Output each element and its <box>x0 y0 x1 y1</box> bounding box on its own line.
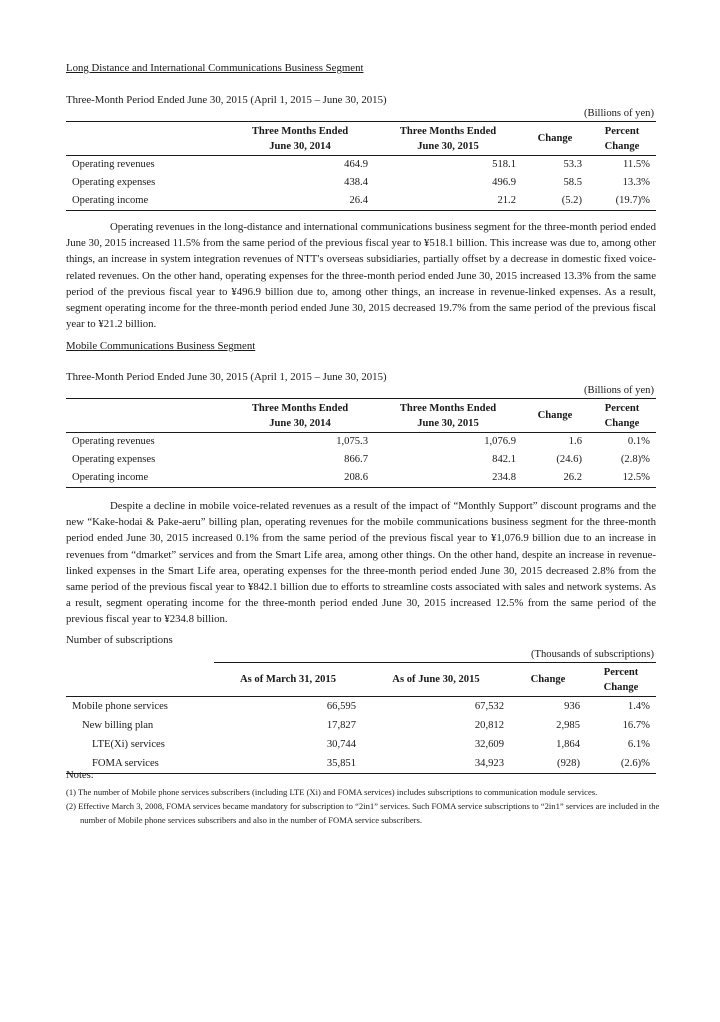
row-label: LTE(Xi) services <box>92 739 165 750</box>
table-row <box>66 469 656 488</box>
value-june: 34,923 <box>474 758 504 769</box>
header-march-2015: As of March 31, 2015 <box>214 663 362 697</box>
value-june: 20,812 <box>474 720 504 731</box>
row-label: FOMA services <box>92 758 159 769</box>
row-label: New billing plan <box>82 720 154 731</box>
value-percent: 1.4% <box>627 701 650 712</box>
table-header-row <box>66 122 656 156</box>
section1-units: (Billions of yen) <box>583 108 654 119</box>
row-label: Operating expenses <box>72 177 156 188</box>
value-percent: (2.6)% <box>620 758 650 769</box>
subscriptions-title: Number of subscriptions <box>66 634 173 646</box>
header-percent-change: Percent Change <box>586 663 656 697</box>
value-march: 35,851 <box>326 758 356 769</box>
table-row <box>66 192 656 211</box>
table-row <box>66 433 656 452</box>
blank-header <box>66 399 226 433</box>
header-change: Change <box>537 410 573 421</box>
value-percent: (2.8)% <box>620 454 650 465</box>
section2-table <box>66 398 656 488</box>
value-percent: (19.7)% <box>615 195 650 206</box>
section2-period: Three-Month Period Ended June 30, 2015 (April 1, 2015 – June 30, 2015) <box>66 371 387 383</box>
note-item: (1) The number of Mobile phone services subscribers (including LTE (Xi) and FOMA services) includes subscriptions to communication module services. <box>66 787 598 797</box>
header-three-months-2015: Three Months Ended June 30, 2015 <box>399 125 497 152</box>
section1-period: Three-Month Period Ended June 30, 2015 (April 1, 2015 – June 30, 2015) <box>66 94 387 106</box>
row-label: Operating expenses <box>72 454 156 465</box>
note-item: (2) Effective March 3, 2008, FOMA services became mandatory for subscription to “2in1” services. Such FOMA service subscriptions to “2in1” services are included in the number of Mobile phone services subscribers and also in the number of FOMA service subscribers. <box>66 801 660 825</box>
blank-header <box>66 122 226 156</box>
value-percent: 11.5% <box>623 159 650 170</box>
value-change: (928) <box>557 758 580 769</box>
value-change: 1,864 <box>556 739 580 750</box>
value-2014: 866.7 <box>344 454 368 465</box>
value-2014: 464.9 <box>344 159 368 170</box>
value-change: 2,985 <box>556 720 580 731</box>
subscriptions-table <box>66 662 656 774</box>
table-row <box>66 451 656 469</box>
value-change: 53.3 <box>563 159 582 170</box>
header-three-months-2014: Three Months Ended June 30, 2014 <box>251 125 349 152</box>
value-change: 58.5 <box>563 177 582 188</box>
value-2014: 208.6 <box>344 472 368 483</box>
section1-heading: Long Distance and International Communications Business Segment <box>66 62 364 74</box>
value-percent: 0.1% <box>627 436 650 447</box>
value-change: (24.6) <box>556 454 582 465</box>
table-row <box>66 697 656 717</box>
header-percent-change: Percent Change <box>604 125 640 152</box>
value-2015: 21.2 <box>497 195 516 206</box>
table-row <box>66 754 656 774</box>
table-row <box>66 156 656 175</box>
row-label: Operating revenues <box>72 436 155 447</box>
value-march: 17,827 <box>326 720 356 731</box>
value-percent: 16.7% <box>622 720 650 731</box>
header-june-2015: As of June 30, 2015 <box>362 663 510 697</box>
value-2015: 234.8 <box>492 472 516 483</box>
value-2014: 26.4 <box>349 195 368 206</box>
value-2015: 496.9 <box>492 177 516 188</box>
section2-paragraph: Despite a decline in mobile voice-related revenues as a result of the impact of “Monthly Support” discount programs and the new “Kake-hodai & Pake-aeru” billing plan, operating revenues for the mobile communications business segment for the three-month period ended June 30, 2015 increased 0.1% from the same period of the previous fiscal year to ¥1,076.9 billion due to an increase in revenues from “dmarket” services and from the Smart Life area, among other things. On the other hand, despite an increase in revenue-linked expenses in the Smart Life area, operating expenses for the three-month period ended June 30, 2015 decreased 2.8% from the same period of the previous fiscal year to ¥842.1 billion due to efforts to streamline costs associated with sales and network systems. As a result, segment operating income for the three-month period ended June 30, 2015 increased 12.5% from the same period of the previous fiscal year to ¥234.8 billion. <box>66 500 656 626</box>
section2-heading: Mobile Communications Business Segment <box>66 340 256 352</box>
header-change: Change <box>537 133 573 144</box>
value-2014: 438.4 <box>344 177 368 188</box>
table-row <box>66 716 656 735</box>
row-label: Operating revenues <box>72 159 155 170</box>
value-percent: 6.1% <box>627 739 650 750</box>
value-june: 32,609 <box>474 739 504 750</box>
table-header-row <box>66 399 656 433</box>
value-june: 67,532 <box>474 701 504 712</box>
header-change: Change <box>510 663 586 697</box>
value-march: 66,595 <box>326 701 356 712</box>
notes-title: Notes: <box>66 770 94 781</box>
value-march: 30,744 <box>326 739 356 750</box>
value-2014: 1,075.3 <box>336 436 368 447</box>
blank-header <box>66 663 214 697</box>
table-row <box>66 735 656 754</box>
notes-list <box>66 785 660 827</box>
value-change: 1.6 <box>568 436 582 447</box>
header-three-months-2014: Three Months Ended June 30, 2014 <box>251 402 349 429</box>
value-change: 26.2 <box>563 472 582 483</box>
value-2015: 842.1 <box>492 454 516 465</box>
table-row <box>66 174 656 192</box>
header-percent-change: Percent Change <box>604 402 640 429</box>
value-2015: 518.1 <box>492 159 516 170</box>
subscriptions-units: (Thousands of subscriptions) <box>531 649 654 660</box>
value-change: (5.2) <box>561 195 582 206</box>
table-header-row <box>66 663 656 697</box>
value-percent: 12.5% <box>622 472 650 483</box>
value-change: 936 <box>564 701 580 712</box>
value-percent: 13.3% <box>622 177 650 188</box>
row-label: Operating income <box>72 472 149 483</box>
row-label: Operating income <box>72 195 149 206</box>
section1-paragraph: Operating revenues in the long-distance and international communications business segment for the three-month period ended June 30, 2015 increased 11.5% from the same period of the previous fiscal year to ¥518.1 billion. This increase was due to, among other things, an increase in system integration revenues of NTT's overseas subsidiaries, partially offset by a decrease in domestic fixed voice-related revenues. On the other hand, operating expenses for the three-month period ended June 30, 2015 increased 13.3% from the same period of the previous fiscal year to ¥496.9 billion due to, among other things, an increase in revenue-linked expenses. As a result, segment operating income for the three-month period ended June 30, 2015 decreased 19.7% from the same period of the previous fiscal year to ¥21.2 billion. <box>66 221 656 331</box>
header-three-months-2015: Three Months Ended June 30, 2015 <box>399 402 497 429</box>
value-2015: 1,076.9 <box>484 436 516 447</box>
row-label: Mobile phone services <box>72 701 168 712</box>
section2-units: (Billions of yen) <box>583 385 654 396</box>
section1-table <box>66 121 656 211</box>
